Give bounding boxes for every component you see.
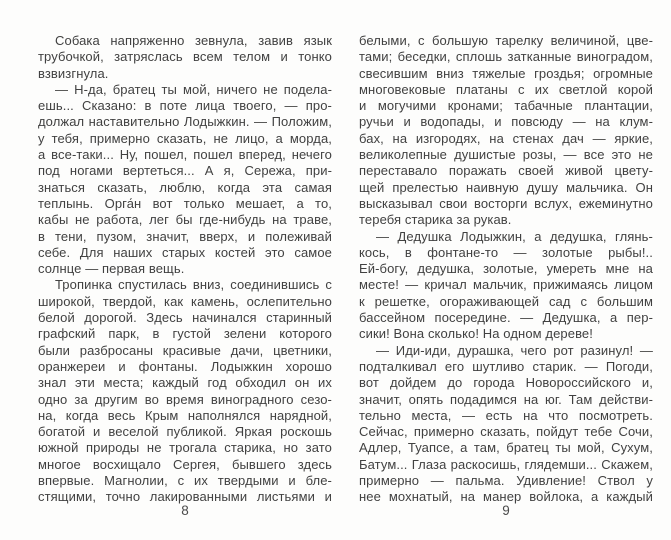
text-line: должал наставительно Лодыжкин. — Положим, [38, 114, 332, 130]
text-line: Ей-богу, дедушка, золотые, умереть мне на [359, 261, 653, 277]
text-line: графский парк, в густой зелени которого [38, 326, 332, 342]
page-number-left: 8 [181, 503, 189, 518]
text-line: великолепные душистые розы, — все это не [359, 147, 653, 163]
text-line: стящими, точно лакированными листьями и [38, 489, 332, 505]
text-line: взвизгнула. [38, 65, 109, 81]
page-number-right: 9 [502, 503, 510, 518]
text-line: — Иди-иди, дурашка, чего рот разинул! — [376, 342, 653, 358]
text-line: белой дорогой. Здесь начинался старинный [38, 310, 332, 326]
page-left-text-column [38, 33, 332, 506]
text-line: у тебя, примерно сказать, не лицо, а морда, [38, 130, 332, 146]
text-line: кабы не работа, лег бы где-нибудь на траве, [38, 212, 332, 228]
text-line: в тени, пузом, значит, вверх, и полеживай [38, 228, 332, 244]
text-line: и могучими кронами; табачные плантации, [359, 98, 653, 114]
text-line: месте! — кричал мальчик, прижимаясь лицом [359, 277, 653, 293]
text-line: были разбросаны красивые дачи, цветники, [38, 342, 332, 358]
text-line: южной природы не трогала старика, но зато [38, 440, 332, 456]
text-line: сики! Вона сколько! На одном дереве! [359, 326, 593, 342]
text-line: Собака напряженно зевнула, завив язык [55, 33, 332, 48]
text-line: Тропинка спустилась вниз, соединившись с [55, 277, 332, 293]
text-line: вот дойдем до города Новороссийского и, [359, 375, 653, 391]
text-line: а все-таки... Ну, пошел, пошел вперед, нечего [38, 147, 332, 163]
text-line: Батум... Глаза раскосишь, глядемши... Скажем, [359, 456, 653, 472]
text-line: переставало поражать своей живой цвету- [359, 163, 653, 179]
text-line: щей прелестью наивную душу мальчика. Он [359, 179, 653, 195]
text-line: бассейном посередине. — Дедушка, а пер- [359, 310, 653, 326]
text-line: многое восхищало Сергея, бывшего здесь [38, 456, 332, 472]
text-line: ешь... Сказано: в поте лица твоего, — про- [38, 98, 332, 114]
text-line: многовековые платаны с их светлой корой [359, 81, 653, 97]
text-line: теребя старика за рукав. [359, 212, 512, 228]
text-line: Адлер, Туапсе, а там, братец ты мой, Сухум, [359, 440, 653, 456]
text-line: нее мохнатый, на манер войлока, а каждый [359, 489, 653, 505]
text-line: трубочкой, затряслась всем телом и тонко [38, 49, 332, 65]
text-line: себе. Для наших старых костей это самое [38, 244, 332, 260]
text-line: белыми, с большую тарелку величиной, цве- [359, 33, 653, 48]
text-line: тами; беседки, сплошь затканные виноградом, [359, 49, 653, 65]
text-line: подталкивал его шутливо старик. — Погоди, [359, 358, 653, 374]
text-line: на, когда весь Крым наполнялся нарядной, [38, 407, 332, 423]
text-line: знаться сказать, люблю, когда эта самая [38, 179, 332, 195]
text-line: под ногами вертеться... А я, Сережа, при- [38, 163, 332, 179]
text-line: кось, в фонтане-то — золотые рыбы!.. [359, 244, 653, 260]
text-line: широкой, твердой, как камень, ослепительно [38, 293, 332, 309]
text-line: значит, опять подадимся на юг. Там действи- [359, 391, 653, 407]
text-line: теплынь. Орга́н вот только мешает, а то, [38, 195, 332, 211]
text-line: оранжереи и фонтаны. Лодыжкин хорошо [38, 358, 332, 374]
text-line: Сейчас, примерно сказать, пойдут тебе Сочи, [359, 424, 653, 440]
text-line: бах, на изгородях, на стенах дач — яркие, [359, 130, 653, 146]
text-line: примерно — пальма. Удивление! Ствол у [359, 473, 653, 489]
page-right-text-column [359, 33, 653, 506]
text-line: одно за другим во время виноградного сезо- [38, 391, 332, 407]
text-line: тельно места, — есть на что посмотреть. [359, 407, 653, 423]
text-line: знал эти места; каждый год обходил он их [38, 375, 332, 391]
text-line: — Дедушка Лодыжкин, а дедушка, глянь- [376, 228, 653, 244]
text-line: к решетке, огораживающей сад с большим [359, 293, 653, 309]
text-line: высказывал свои восторги вслух, ежеминутно [359, 195, 653, 211]
text-line: солнце — первая вещь. [38, 261, 185, 277]
text-line: ручьи и водопады, и повсюду — на клум- [359, 114, 653, 130]
text-line: — Н-да, братец ты мой, ничего не подела- [55, 81, 332, 97]
text-line: свесившим вниз тяжелые гроздья; огромные [359, 65, 653, 81]
text-line: богатой и веселой публикой. Яркая роскошь [38, 424, 332, 440]
text-line: впервые. Магнолии, с их твердыми и бле- [38, 473, 332, 489]
